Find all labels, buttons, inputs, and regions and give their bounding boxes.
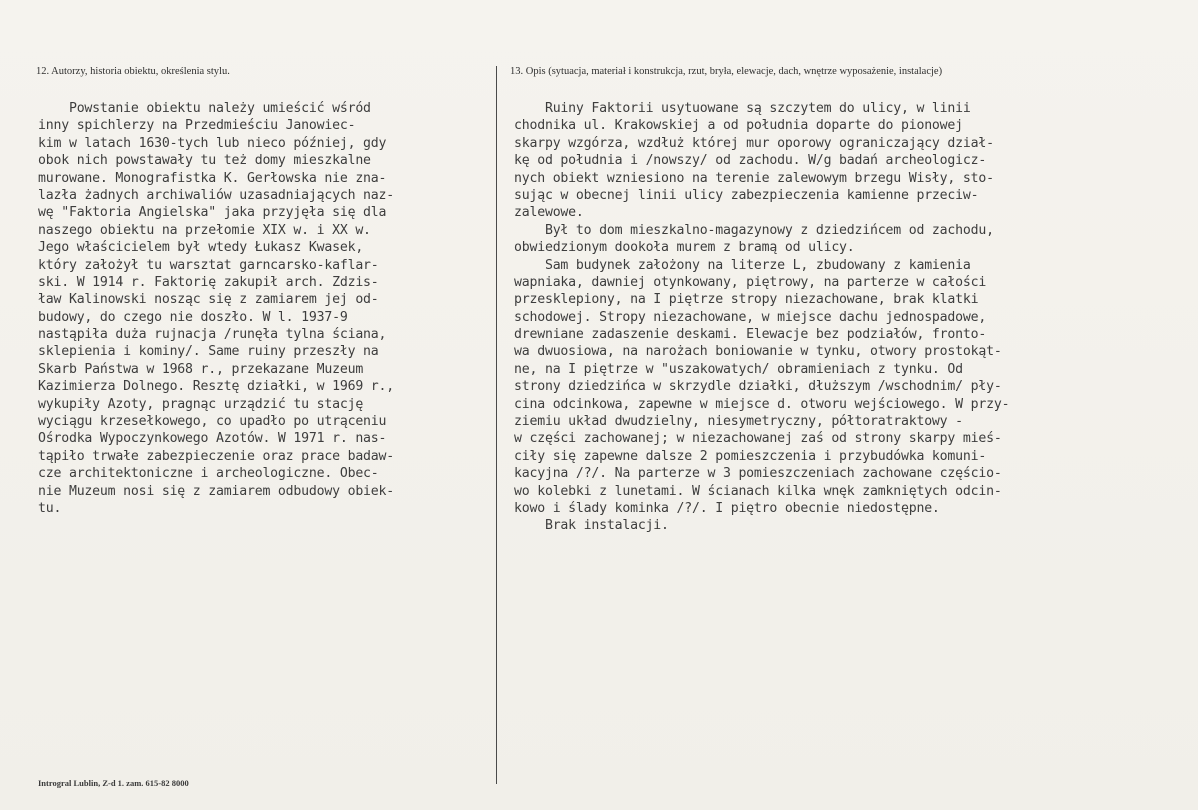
text-line: Kazimierza Dolnego. Resztę działki, w 1969 r., [38, 379, 395, 395]
text-line: Jego właścicielem był wtedy Łukasz Kwasek, [38, 240, 364, 256]
text-line: nych obiekt wzniesiono na terenie zalewowym brzegu Wisły, sto- [514, 170, 994, 186]
section-13-text [514, 100, 1009, 535]
column-divider [496, 66, 497, 784]
text-line: skarpy wzgórza, wzdłuż której mur oporowy ograniczający dział- [514, 135, 994, 151]
text-line: zalewowe. [514, 205, 584, 221]
text-line: naszego obiektu na przełomie XIX w. i XX w. [38, 222, 371, 238]
text-line: Powstanie obiektu należy umieścić wśród [38, 101, 371, 116]
text-line: tąpiło trwałe zabezpieczenie oraz prace badaw- [38, 448, 395, 464]
text-line: strony dziedzińca w skrzydle działki, dłuższym /wschodnim/ pły- [514, 379, 1002, 395]
text-line: murowane. Monografistka K. Gerłowska nie zna- [38, 170, 387, 186]
text-line: kę od południa i /nowszy/ od zachodu. W/g badań archeologicz- [514, 153, 987, 169]
text-line: ziemiu układ dwudzielny, niesymetryczny, półtoratraktowy - [514, 414, 963, 430]
text-line: w części zachowanej; w niezachowanej zaś od strony skarpy mieś- [514, 431, 1002, 447]
text-line: budowy, do czego nie doszło. W l. 1937-9 [38, 309, 348, 325]
text-line: Ośrodka Wypoczynkowego Azotów. W 1971 r. nas- [38, 431, 387, 447]
text-line: ski. W 1914 r. Faktorię zakupił arch. Zdzis- [38, 274, 379, 290]
text-line: Ruiny Faktorii usytuowane są szczytem do ulicy, w linii [514, 101, 971, 116]
section-13-heading: 13. Opis (sytuacja, materiał i konstrukcja, rzut, bryła, elewacje, dach, wnętrze wyposażenie, instalacje) [510, 66, 943, 77]
text-line: drewniane zadaszenie deskami. Elewacje bez podziałów, fronto- [514, 327, 987, 343]
text-line: wapniaka, dawniej otynkowany, piętrowy, na parterze w całości [514, 274, 987, 290]
text-line: chodnika ul. Krakowskiej a od południa doparte do pionowej [514, 118, 963, 134]
text-line: obwiedzionym dookoła murem z bramą od ulicy. [514, 240, 855, 256]
text-line: obok nich powstawały tu też domy mieszkalne [38, 153, 371, 169]
text-line: cze architektoniczne i archeologiczne. Obec- [38, 466, 379, 482]
text-line: Był to dom mieszkalno-magazynowy z dziedzińcem od zachodu, [514, 222, 994, 238]
text-line: wa dwuosiowa, na narożach boniowanie w tynku, otwory prostokąt- [514, 344, 1002, 360]
text-line: sując w obecnej linii ulicy zabezpieczenia kamienne przeciw- [514, 187, 979, 203]
section-12-heading: 12. Autorzy, historia obiektu, określenia stylu. [36, 66, 230, 77]
text-line: ciły się zapewne dalsze 2 pomieszczenia i przybudówka komuni- [514, 448, 987, 464]
text-line: tu. [38, 500, 62, 516]
section-12-text [38, 100, 394, 517]
text-line: Sam budynek założony na literze L, zbudowany z kamienia [514, 257, 971, 273]
text-line: wę "Faktoria Angielska" jaka przyjęła się dla [38, 205, 387, 221]
printer-imprint: Introgral Lublin, Z-d 1. zam. 615-82 8000 [38, 778, 189, 788]
text-line: lazła żadnych archiwaliów uzasadniających naz- [38, 187, 395, 203]
text-line: sklepienia i kominy/. Same ruiny przeszły na [38, 344, 379, 360]
text-line: przesklepiony, na I piętrze stropy niezachowane, brak klatki [514, 292, 979, 308]
text-line: inny spichlerzy na Przedmieściu Janowiec- [38, 118, 356, 134]
text-line: ne, na I piętrze w "uszakowatych/ obramieniach z tynku. Od [514, 361, 963, 377]
text-line: który założył tu warsztat garncarsko-kaflar- [38, 257, 379, 273]
text-line: cina odcinkowa, zapewne w miejsce d. otworu wejściowego. W przy- [514, 396, 1010, 412]
text-line: Skarb Państwa w 1968 r., przekazane Muzeum [38, 361, 364, 377]
text-line: Brak instalacji. [514, 518, 669, 534]
text-line: ław Kalinowski nosząc się z zamiarem jej od- [38, 292, 379, 308]
text-line: nie Muzeum nosi się z zamiarem odbudowy obiek- [38, 483, 395, 499]
text-line: kacyjna /?/. Na parterze w 3 pomieszczeniach zachowane częścio- [514, 466, 1002, 482]
text-line: kowo i ślady kominka /?/. I piętro obecnie niedostępne. [514, 500, 940, 516]
text-line: nastąpiła duża rujnacja /runęła tylna ściana, [38, 327, 387, 343]
text-line: kim w latach 1630-tych lub nieco później, gdy [38, 135, 387, 151]
text-line: wyciągu krzesełkowego, co upadło po utrąceniu [38, 414, 387, 430]
text-line: wykupiły Azoty, pragnąc urządzić tu stację [38, 396, 364, 412]
text-line: schodowej. Stropy niezachowane, w miejsce dachu jednospadowe, [514, 309, 987, 325]
text-line: wo kolebki z lunetami. W ścianach kilka wnęk zamkniętych odcin- [514, 483, 1002, 499]
